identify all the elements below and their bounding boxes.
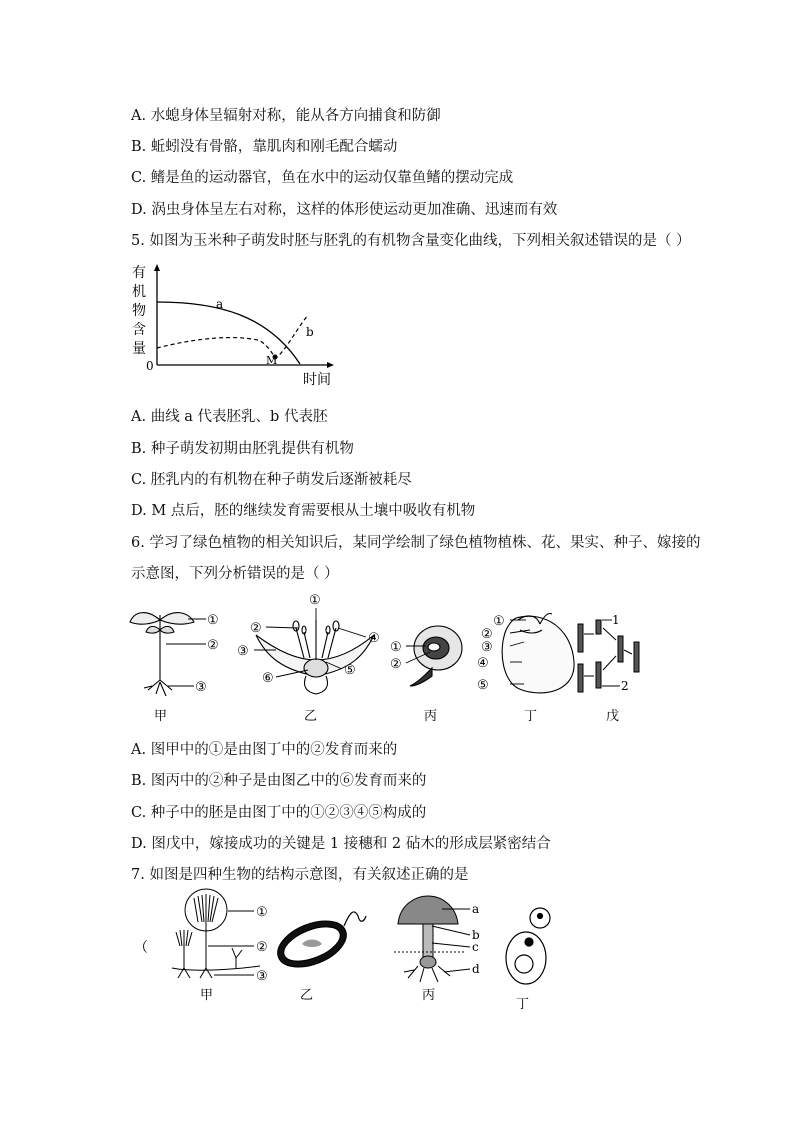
graph-origin: 0 [146, 359, 154, 373]
q4-option-c: C. 鳍是鱼的运动器官，鱼在水中的运动仅靠鱼鳍的摆动完成 [131, 170, 514, 186]
graph-curve-b [157, 315, 308, 358]
q7-bing-label-d: d [472, 962, 480, 976]
q6-option-c: C. 种子中的胚是由图丁中的①②③④⑤构成的 [131, 805, 427, 821]
q5-option-c: C. 胚乳内的有机物在种子萌发后逐渐被耗尽 [131, 472, 412, 488]
q6-option-d: D. 图戊中，嫁接成功的关键是 1 接穗和 2 砧木的形成层紧密结合 [131, 836, 551, 852]
bing-label-2: ② [390, 657, 402, 672]
q5-graph [128, 260, 348, 390]
q7-jia-label-3: ③ [256, 969, 268, 984]
yi-label-2: ② [250, 621, 262, 636]
q4-option-b: B. 蚯蚓没有骨骼，靠肌肉和刚毛配合蠕动 [131, 139, 398, 155]
seed-ding-drawing [502, 613, 574, 692]
q7-caption-bing: 丙 [422, 988, 436, 1003]
q7-figure [132, 886, 572, 1011]
graph-x-arrow [327, 362, 334, 368]
jia-label-2: ② [207, 638, 219, 653]
graph-label-b: b [306, 325, 314, 339]
q6-figure [126, 590, 656, 725]
q5-stem: 5. 如图为玉米种子萌发时胚与胚乳的有机物含量变化曲线，下列相关叙述错误的是（ ） [131, 233, 691, 249]
graph-label-m: M [266, 354, 278, 367]
graph-y-arrow [154, 264, 160, 271]
fruit-bing-drawing [410, 626, 462, 686]
caption-bing: 丙 [424, 709, 438, 724]
jia-label-3: ③ [195, 680, 207, 695]
q7-bing-label-b: b [472, 928, 480, 942]
graph-label-a: a [216, 297, 224, 311]
q6-option-b: B. 图丙中的②种子是由图乙中的⑥发育而来的 [131, 773, 427, 789]
plant-jia-drawing [130, 613, 194, 696]
q7-bing-label-a: a [472, 902, 480, 916]
mold-jia-drawing [172, 889, 260, 978]
graph-xlabel: 时间 [303, 372, 331, 388]
ding-label-1: ① [493, 614, 505, 629]
caption-yi: 乙 [304, 709, 318, 724]
q7-caption-jia: 甲 [200, 988, 214, 1003]
q7-stem: 7. 如图是四种生物的结构示意图，有关叙述正确的是 [131, 867, 469, 883]
graph-ylabel-4: 含 [132, 322, 146, 338]
flower-yi-drawing [256, 620, 374, 694]
caption-wu: 戊 [606, 709, 620, 724]
graph-ylabel-2: 机 [132, 284, 146, 300]
caption-jia: 甲 [154, 709, 168, 724]
q7-paren: （ [134, 940, 148, 956]
graph-curve-a [157, 302, 300, 364]
wu-label-2: 2 [621, 679, 629, 693]
graft-wu-drawing [578, 620, 639, 692]
q7-caption-ding: 丁 [516, 997, 530, 1011]
q6-stem-line2: 示意图，下列分析错误的是（ ） [131, 566, 339, 582]
yi-label-6: ⑥ [262, 671, 274, 686]
graph-ylabel-5: 量 [132, 341, 146, 357]
ding-label-2: ② [481, 627, 493, 642]
wu-label-1: 1 [612, 613, 620, 627]
bacterium-yi-drawing [271, 912, 366, 976]
yi-label-1: ① [309, 593, 321, 608]
q7-bing-label-c: c [472, 940, 479, 954]
q7-jia-label-2: ② [256, 940, 268, 955]
caption-ding: 丁 [524, 709, 538, 724]
q7-jia-label-1: ① [256, 905, 268, 920]
q6-stem-line1: 6. 学习了绿色植物的相关知识后，某同学绘制了绿色植物植株、花、果实、种子、嫁接的 [131, 535, 701, 551]
q4-option-d: D. 涡虫身体呈左右对称，这样的体形使运动更加准确、迅速而有效 [131, 202, 558, 218]
graph-ylabel-1: 有 [132, 265, 146, 281]
graph-ylabel-3: 物 [132, 303, 146, 319]
q7-caption-yi: 乙 [300, 988, 314, 1003]
bing-label-1: ① [390, 640, 402, 655]
yeast-ding-drawing [506, 908, 550, 984]
yi-label-5: ⑤ [344, 663, 356, 678]
q6-option-a: A. 图甲中的①是由图丁中的②发育而来的 [131, 742, 398, 758]
ding-label-5: ⑤ [477, 678, 489, 693]
q5-option-a: A. 曲线 a 代表胚乳、b 代表胚 [131, 409, 328, 425]
yi-label-4: ④ [368, 631, 380, 646]
ding-label-3: ③ [481, 640, 493, 655]
q5-option-b: B. 种子萌发初期由胚乳提供有机物 [131, 441, 354, 457]
jia-label-1: ① [207, 613, 219, 628]
q5-option-d: D. M 点后，胚的继续发育需要根从土壤中吸收有机物 [131, 503, 476, 519]
ding-label-4: ④ [477, 656, 489, 671]
q4-option-a: A. 水螅身体呈辐射对称，能从各方向捕食和防御 [131, 108, 441, 124]
yi-label-3: ③ [237, 644, 249, 659]
